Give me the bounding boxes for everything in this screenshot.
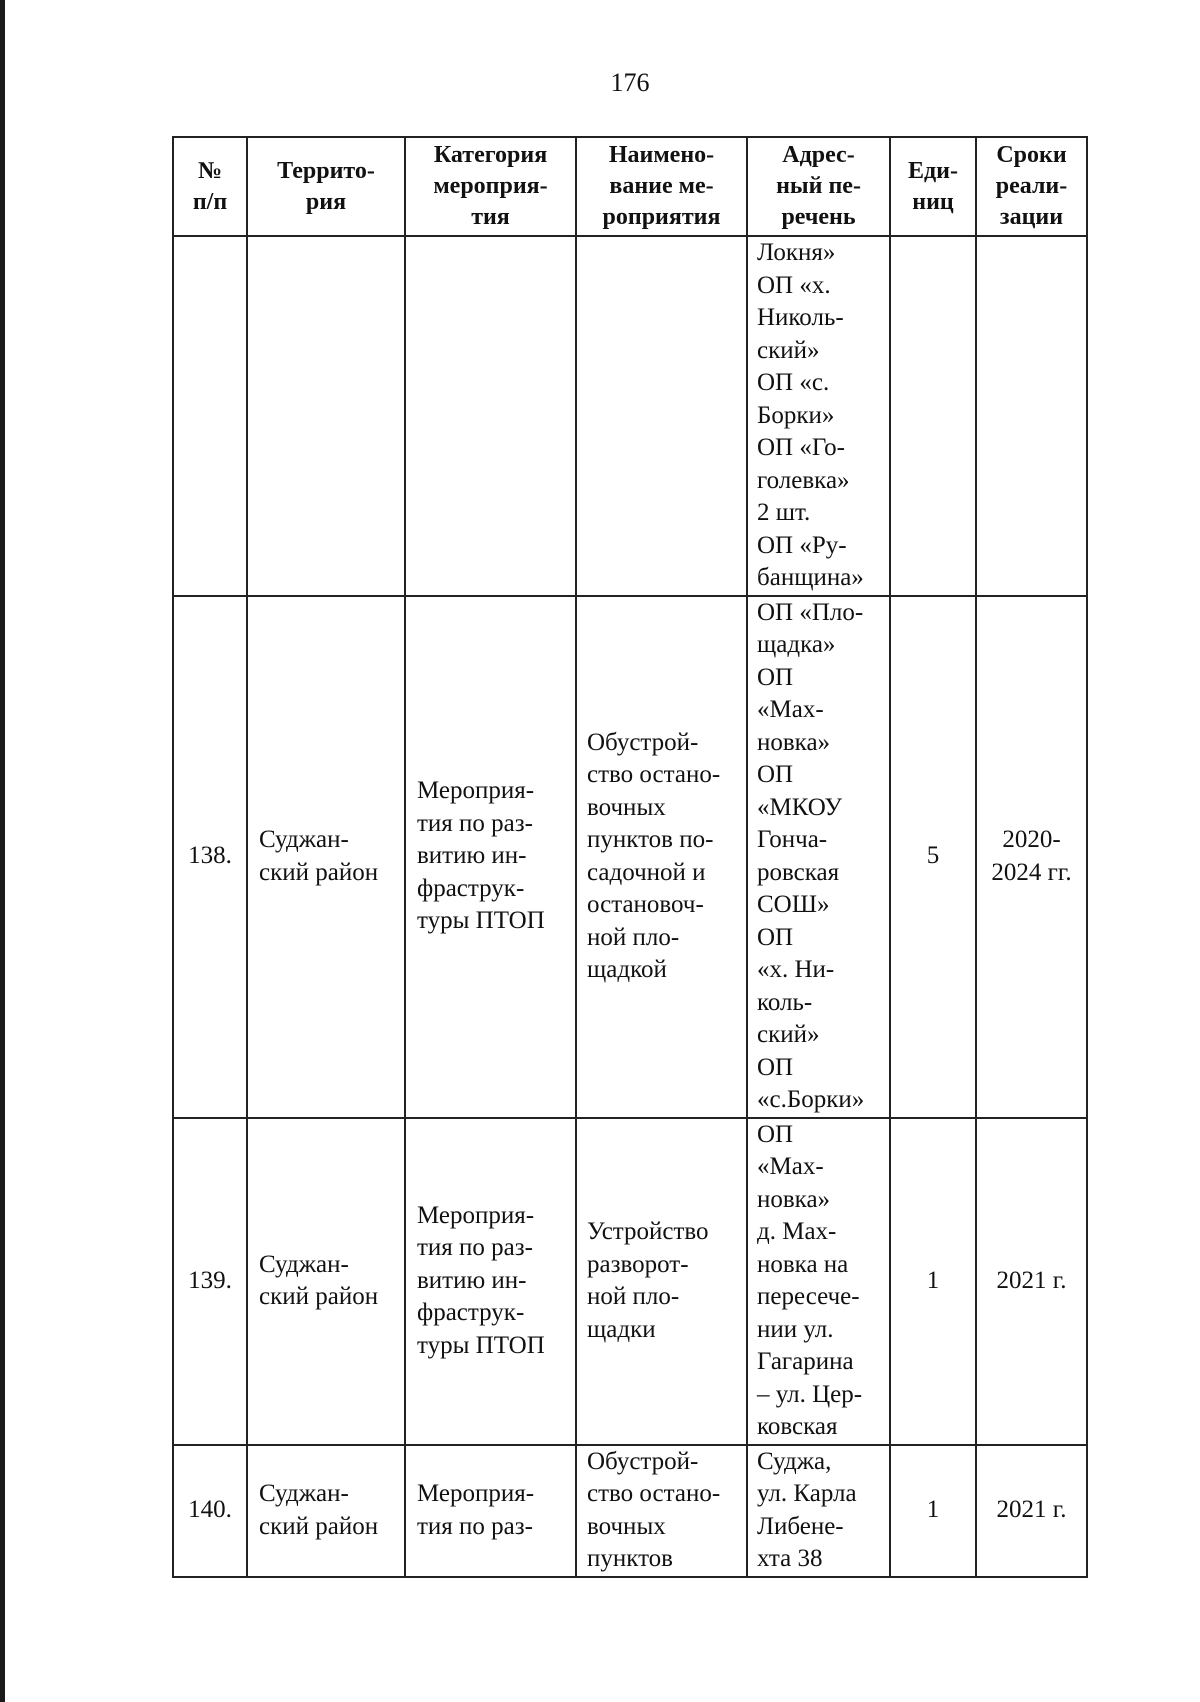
cell-territory: Суджан- ский район	[247, 1445, 405, 1577]
table-row	[173, 1118, 1087, 1445]
cell-category: Мероприя- тия по раз- витию ин- фраструк- туры ПТОП	[405, 1118, 576, 1445]
table-row	[173, 596, 1087, 1118]
scan-left-edge	[0, 0, 5, 1702]
cell-category	[405, 236, 576, 596]
cell-name: Устройство разворот- ной пло- щадки	[576, 1118, 747, 1445]
cell-territory: Суджан- ский район	[247, 596, 405, 1118]
cell-num	[173, 236, 247, 596]
cell-num: 139.	[173, 1118, 247, 1445]
cell-num: 138.	[173, 596, 247, 1118]
cell-num: 140.	[173, 1445, 247, 1577]
cell-terms	[976, 236, 1087, 596]
header-name: Наимено- вание ме- роприятия	[576, 137, 747, 236]
cell-address: Суджа, ул. Карла Либене- хта 38	[747, 1445, 890, 1577]
header-num: № п/п	[173, 137, 247, 236]
cell-terms: 2021 г.	[976, 1445, 1087, 1577]
cell-terms: 2020- 2024 гг.	[976, 596, 1087, 1118]
cell-address: Локня» ОП «х. Николь- ский» ОП «с. Борки» ОП «Го- голевка» 2 шт. ОП «Ру- банщина»	[747, 236, 890, 596]
table-row	[173, 1445, 1087, 1577]
cell-territory: Суджан- ский район	[247, 1118, 405, 1445]
header-terms: Сроки реали- зации	[976, 137, 1087, 236]
cell-terms: 2021 г.	[976, 1118, 1087, 1445]
cell-name	[576, 236, 747, 596]
cell-address: ОП «Мах- новка» д. Мах- новка на пересече- нии ул. Гагарина – ул. Цер- ковская	[747, 1118, 890, 1445]
header-address: Адрес- ный пе- речень	[747, 137, 890, 236]
cell-address: ОП «Пло- щадка» ОП «Мах- новка» ОП «МКОУ Гонча- ровская СОШ» ОП «х. Ни- коль- ский» ОП «с.Борки»	[747, 596, 890, 1118]
measures-table	[172, 136, 1088, 1578]
cell-category: Мероприя- тия по раз- витию ин- фраструк- туры ПТОП	[405, 596, 576, 1118]
cell-name: Обустрой- ство остано- вочных пунктов	[576, 1445, 747, 1577]
header-territory: Террито- рия	[247, 137, 405, 236]
table-header-row	[173, 137, 1087, 236]
cell-units: 1	[890, 1445, 976, 1577]
cell-units: 5	[890, 596, 976, 1118]
cell-territory	[247, 236, 405, 596]
page-number: 176	[610, 68, 650, 97]
header-category: Категория мероприя- тия	[405, 137, 576, 236]
cell-name: Обустрой- ство остано- вочных пунктов по- садочной и остановоч- ной пло- щадкой	[576, 596, 747, 1118]
table-row	[173, 236, 1087, 596]
header-units: Еди- ниц	[890, 137, 976, 236]
cell-units	[890, 236, 976, 596]
cell-units: 1	[890, 1118, 976, 1445]
cell-category: Мероприя- тия по раз-	[405, 1445, 576, 1577]
